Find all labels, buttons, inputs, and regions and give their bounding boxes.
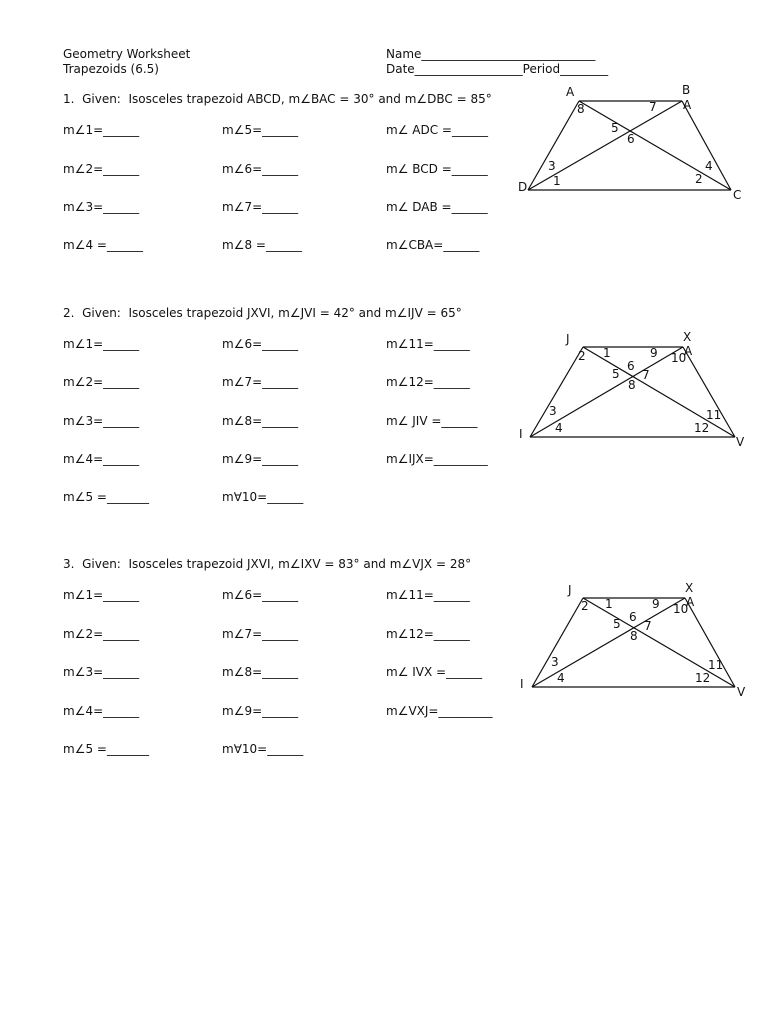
angle-label-4: 4 bbox=[555, 421, 563, 435]
date-period-field[interactable]: Date__________________Period________ bbox=[386, 62, 609, 76]
angle-label-9: 9 bbox=[652, 597, 660, 611]
p2-answer-angle-11[interactable]: m∠11=______ bbox=[386, 337, 470, 351]
stray-a-label: A bbox=[684, 344, 693, 358]
vertex-v: V bbox=[737, 685, 746, 699]
angle-label-11: 11 bbox=[706, 408, 722, 422]
angle-label-3: 3 bbox=[548, 159, 556, 173]
p3-answer-angle-10[interactable]: m∀10=______ bbox=[222, 742, 304, 756]
p3-answer-vxj[interactable]: m∠VXJ=_________ bbox=[386, 704, 493, 718]
vertex-j: J bbox=[568, 583, 572, 597]
angle-label-11: 11 bbox=[708, 658, 724, 672]
angle-label-8: 8 bbox=[577, 102, 585, 116]
p1-answer-cba[interactable]: m∠CBA=______ bbox=[386, 238, 480, 252]
angle-label-5: 5 bbox=[611, 121, 619, 135]
angle-label-2: 2 bbox=[581, 599, 589, 613]
vertex-b: B bbox=[682, 83, 691, 97]
p2-answer-angle-10[interactable]: m∀10=______ bbox=[222, 490, 304, 504]
p2-answer-angle-4[interactable]: m∠4=______ bbox=[63, 452, 140, 466]
problem-1-trapezoid-diagram bbox=[510, 80, 750, 210]
angle-label-6: 6 bbox=[627, 359, 635, 373]
p1-answer-bcd[interactable]: m∠ BCD =______ bbox=[386, 162, 488, 176]
problem-2-given: 2. Given: Isosceles trapezoid JXVI, m∠JVI = 42° and m∠IJV = 65° bbox=[63, 306, 462, 320]
vertex-v: V bbox=[736, 435, 745, 449]
p2-answer-angle-3[interactable]: m∠3=______ bbox=[63, 414, 140, 428]
p2-answer-angle-8[interactable]: m∠8=______ bbox=[222, 414, 299, 428]
p1-answer-dab[interactable]: m∠ DAB =______ bbox=[386, 200, 488, 214]
p2-answer-angle-1[interactable]: m∠1=______ bbox=[63, 337, 140, 351]
p1-answer-angle-2[interactable]: m∠2=______ bbox=[63, 162, 140, 176]
angle-label-1: 1 bbox=[553, 174, 561, 188]
angle-label-2: 2 bbox=[695, 172, 703, 186]
angle-label-5: 5 bbox=[613, 617, 621, 631]
angle-label-5: 5 bbox=[612, 367, 620, 381]
angle-label-3: 3 bbox=[551, 655, 559, 669]
p3-answer-angle-8[interactable]: m∠8=______ bbox=[222, 665, 299, 679]
angle-label-12: 12 bbox=[694, 421, 710, 435]
p1-answer-angle-1[interactable]: m∠1=______ bbox=[63, 123, 140, 137]
p1-answer-angle-4[interactable]: m∠4 =______ bbox=[63, 238, 143, 252]
p3-answer-angle-5[interactable]: m∠5 =_______ bbox=[63, 742, 149, 756]
p3-answer-angle-4[interactable]: m∠4=______ bbox=[63, 704, 140, 718]
angle-label-2: 2 bbox=[578, 349, 586, 363]
angle-label-12: 12 bbox=[695, 671, 711, 685]
angle-label-1: 1 bbox=[603, 346, 611, 360]
vertex-a: A bbox=[566, 85, 575, 99]
vertex-i: I bbox=[519, 427, 523, 441]
p3-answer-angle-12[interactable]: m∠12=______ bbox=[386, 627, 470, 641]
p2-answer-ijx[interactable]: m∠IJX=_________ bbox=[386, 452, 488, 466]
vertex-i: I bbox=[520, 677, 524, 691]
p1-answer-angle-6[interactable]: m∠6=______ bbox=[222, 162, 299, 176]
p3-answer-angle-11[interactable]: m∠11=______ bbox=[386, 588, 470, 602]
p2-answer-jiv[interactable]: m∠ JIV =______ bbox=[386, 414, 478, 428]
p3-answer-angle-9[interactable]: m∠9=______ bbox=[222, 704, 299, 718]
stray-a-label: A bbox=[686, 595, 695, 609]
problem-3-given: 3. Given: Isosceles trapezoid JXVI, m∠IXV = 83° and m∠VJX = 28° bbox=[63, 557, 472, 571]
p2-answer-angle-6[interactable]: m∠6=______ bbox=[222, 337, 299, 351]
vertex-j: J bbox=[566, 332, 570, 346]
worksheet-subtitle: Trapezoids (6.5) bbox=[63, 62, 159, 76]
angle-label-10: 10 bbox=[673, 602, 689, 616]
worksheet-title: Geometry Worksheet bbox=[63, 47, 191, 61]
problem-1-given: 1. Given: Isosceles trapezoid ABCD, m∠BAC = 30° and m∠DBC = 85° bbox=[63, 92, 492, 106]
p3-answer-angle-6[interactable]: m∠6=______ bbox=[222, 588, 299, 602]
stray-a-label: A bbox=[683, 98, 692, 112]
angle-label-3: 3 bbox=[549, 404, 557, 418]
p2-answer-angle-7[interactable]: m∠7=______ bbox=[222, 375, 299, 389]
vertex-x: X bbox=[683, 330, 692, 344]
name-field[interactable]: Name_____________________________ bbox=[386, 47, 596, 61]
angle-label-1: 1 bbox=[605, 597, 613, 611]
angle-label-7: 7 bbox=[649, 100, 657, 114]
p1-answer-angle-7[interactable]: m∠7=______ bbox=[222, 200, 299, 214]
vertex-d: D bbox=[518, 180, 528, 194]
angle-label-6: 6 bbox=[629, 610, 637, 624]
angle-label-7: 7 bbox=[644, 619, 652, 633]
vertex-x: X bbox=[685, 581, 694, 595]
angle-label-7: 7 bbox=[642, 368, 650, 382]
vertex-c: C bbox=[733, 188, 742, 202]
p3-answer-angle-7[interactable]: m∠7=______ bbox=[222, 627, 299, 641]
p1-answer-angle-3[interactable]: m∠3=______ bbox=[63, 200, 140, 214]
p1-answer-adc[interactable]: m∠ ADC =______ bbox=[386, 123, 488, 137]
angle-label-8: 8 bbox=[628, 378, 636, 392]
p2-answer-angle-9[interactable]: m∠9=______ bbox=[222, 452, 299, 466]
problem-3-trapezoid-diagram bbox=[512, 576, 752, 706]
p3-answer-angle-1[interactable]: m∠1=______ bbox=[63, 588, 140, 602]
p3-answer-ivx[interactable]: m∠ IVX =______ bbox=[386, 665, 483, 679]
p1-answer-angle-5[interactable]: m∠5=______ bbox=[222, 123, 299, 137]
p2-answer-angle-2[interactable]: m∠2=______ bbox=[63, 375, 140, 389]
problem-2-trapezoid-diagram bbox=[510, 325, 750, 455]
p1-answer-angle-8[interactable]: m∠8 =______ bbox=[222, 238, 302, 252]
p2-answer-angle-12[interactable]: m∠12=______ bbox=[386, 375, 470, 389]
p3-answer-angle-2[interactable]: m∠2=______ bbox=[63, 627, 140, 641]
angle-label-6: 6 bbox=[627, 132, 635, 146]
p2-answer-angle-5[interactable]: m∠5 =_______ bbox=[63, 490, 149, 504]
angle-label-4: 4 bbox=[705, 159, 713, 173]
angle-label-9: 9 bbox=[650, 346, 658, 360]
angle-label-8: 8 bbox=[630, 629, 638, 643]
p3-answer-angle-3[interactable]: m∠3=______ bbox=[63, 665, 140, 679]
angle-label-4: 4 bbox=[557, 671, 565, 685]
angle-label-10: 10 bbox=[671, 351, 687, 365]
